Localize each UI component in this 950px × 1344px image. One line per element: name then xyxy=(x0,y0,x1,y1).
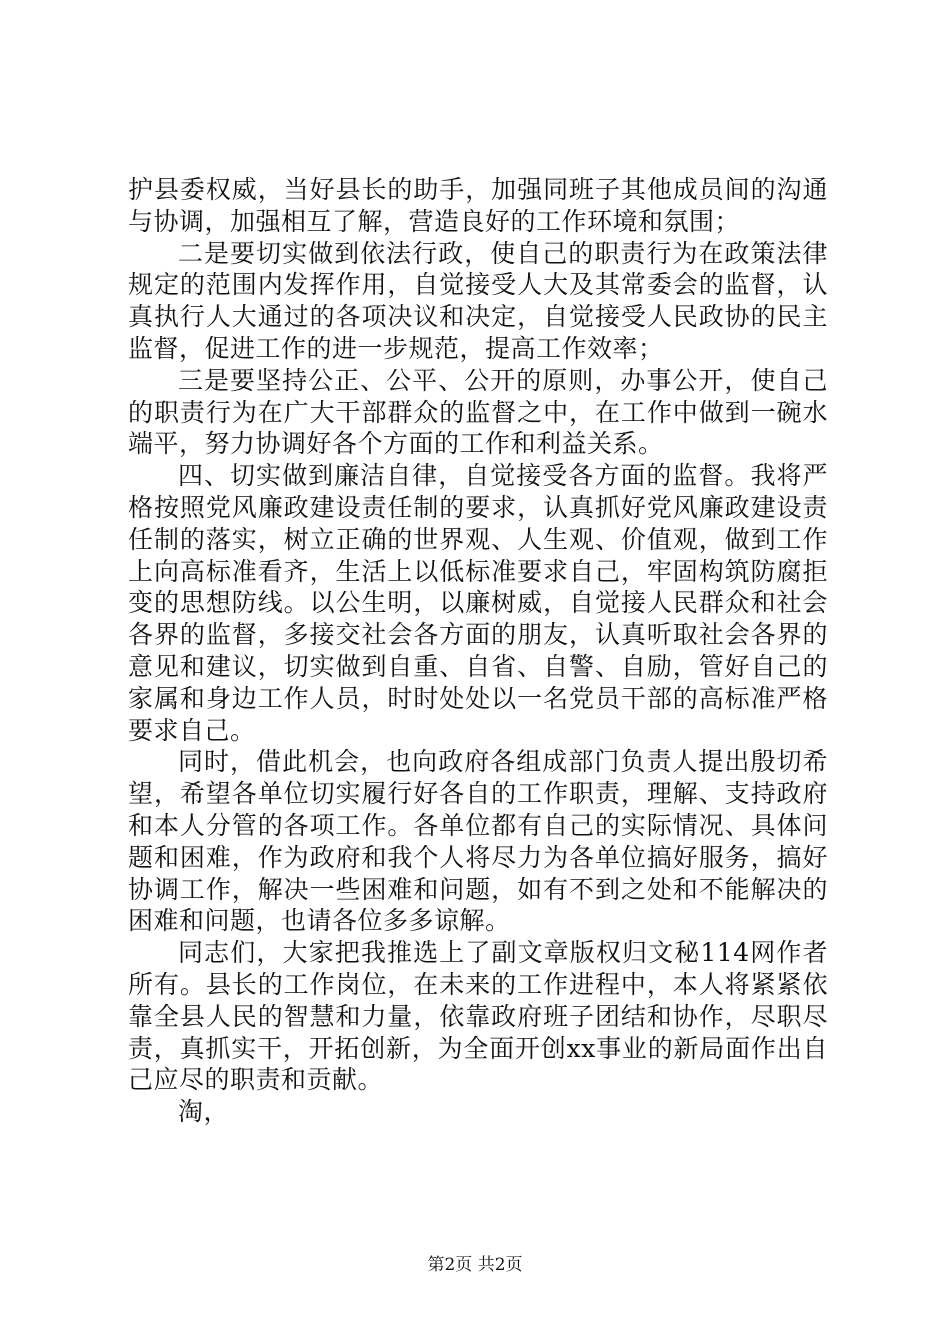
paragraph-trailing: 淘， xyxy=(178,1097,230,1127)
paragraph-rule-of-law: 二是要切实做到依法行政，使自己的职责行为在政策法律规定的范围内发挥作用，自觉接受人大及其常委会的监督，认真执行人大通过的各项决议和决定，自觉接受人民政协的民主监督，促进工作的进一步规范，提高工作效率； xyxy=(128,238,828,363)
paragraph-integrity: 四、切实做到廉洁自律，自觉接受各方面的监督。我将严格按照党风廉政建设责任制的要求，认真抓好党风廉政建设责任制的落实，树立正确的世界观、人生观、价值观，做到工作上向高标准看齐，生活上以低标准要求自己，牢固构筑防腐拒变的思想防线。以公生明，以廉树威，自觉接人民群众和社会各界的监督，多接交社会各方面的朋友，认真听取社会各界的意见和建议，切实做到自重、自省、自警、自励，管好自己的家属和身边工作人员，时时处处以一名党员干部的高标准严格要求自己。 xyxy=(128,461,828,745)
document-body xyxy=(128,174,828,1128)
paragraph-closing: 同志们，大家把我推选上了副文章版权归文秘114网作者所有。县长的工作岗位，在未来的工作进程中，本人将紧紧依靠全县人民的智慧和力量，依靠政府班子团结和协作，尽职尽责，真抓实干，开拓创新，为全面开创xx事业的新局面作出自己应尽的职责和贡献。 xyxy=(128,938,828,1095)
paragraph-continuation: 护县委权威，当好县长的助手，加强同班子其他成员间的沟通与协调，加强相互了解，营造良好的工作环境和氛围； xyxy=(128,175,828,236)
paragraph-fairness: 三是要坚持公正、公平、公开的原则，办事公开，使自己的职责行为在广大干部群众的监督之中，在工作中做到一碗水端平，努力协调好各个方面的工作和利益关系。 xyxy=(128,365,828,459)
paragraph-request-departments: 同时，借此机会，也向政府各组成部门负责人提出殷切希望，希望各单位切实履行好各自的工作职责，理解、支持政府和本人分管的各项工作。各单位都有自己的实际情况、具体问题和困难，作为政府和我个人将尽力为各单位搞好服务，搞好协调工作，解决一些困难和问题，如有不到之处和不能解决的困难和问题，也请各位多多谅解。 xyxy=(128,747,828,936)
page-footer: 第2页 共2页 xyxy=(427,1255,523,1275)
